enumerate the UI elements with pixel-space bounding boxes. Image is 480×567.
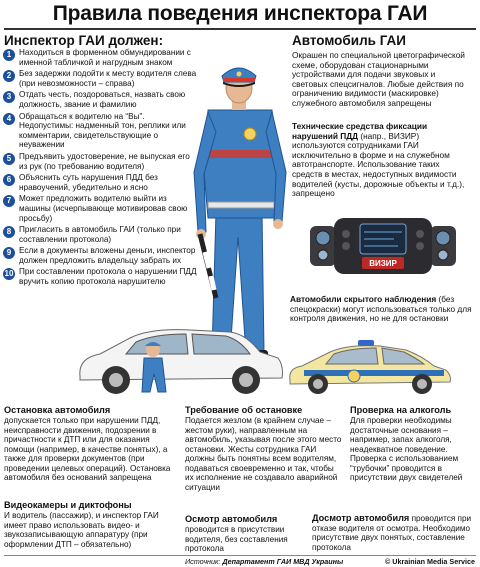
page-title: Правила поведения инспектора ГАИ bbox=[52, 2, 428, 25]
tech-block bbox=[292, 122, 472, 199]
search-block bbox=[312, 514, 476, 552]
alcohol-heading: Проверка на алкоголь bbox=[350, 405, 452, 415]
gai-car-text: Окрашен по специальной цветографической схеме, оборудован стационарными устройствами для подачи звуковых и световых спецсигналов. Любые действия по ограничению видимости (маскировке) служебного автомобиля запрещены bbox=[292, 50, 465, 108]
inspector-at-car bbox=[142, 358, 166, 392]
duty-item bbox=[3, 267, 199, 286]
siren-icon bbox=[358, 340, 374, 346]
hidden-text: (без спецокраски) могут использоваться только для контроля движения, но не для остановки bbox=[290, 294, 472, 324]
search-text: проводится при отказе водителя от осмотра. Необходимо присутствие двух понятых, составление протокола bbox=[312, 514, 472, 552]
duty-number: 9 bbox=[3, 247, 15, 259]
stop-request-heading: Требование об остановке bbox=[185, 405, 303, 415]
duty-text: Обращаться к водителю на “Вы”. Недопустимы: надменный тон, реплики или комментарии, свидетельствующие о неуважении bbox=[19, 111, 186, 150]
duty-number: 2 bbox=[3, 70, 15, 82]
duty-text: Находиться в форменном обмундировании с именной табличкой и нагрудным знаком bbox=[19, 48, 191, 67]
hidden-block bbox=[290, 295, 472, 324]
footer-divider bbox=[4, 555, 476, 556]
duty-number: 10 bbox=[4, 269, 14, 279]
stop-request-text: Подается жезлом (в крайнем случае – жестом руки), направленным на автомобиль, указывая после этого место остановки. Жесты сотрудника ГАИ должны быть понятны всем водителям, подаваться своевременно и так, чтобы их исполнение не создавало аварийной ситуации bbox=[185, 416, 342, 492]
footer-source bbox=[185, 557, 343, 566]
duty-text: Отдать честь, поздороваться, назвать свою должность, звание и фамилию bbox=[19, 90, 186, 109]
duty-item bbox=[3, 246, 199, 265]
duty-number: 6 bbox=[3, 174, 15, 186]
duty-text: Если в документы вложены деньги, инспектор должен предложить владельцу забрать их bbox=[19, 246, 196, 265]
police-car-illustration bbox=[284, 336, 454, 398]
duty-text: Объяснить суть нарушения ПДД без нравоучений, убедительно и ясно bbox=[19, 173, 158, 192]
inspector-reflective-stripe bbox=[208, 150, 274, 158]
duty-text: Пригласить в автомобиль ГАИ (только при составлении протокола) bbox=[19, 225, 181, 244]
inspection-text: проводится в присутствии водителя, без составления протокола bbox=[185, 525, 288, 553]
duties-list bbox=[3, 48, 199, 289]
copyright: © Ukrainian Media Service bbox=[385, 557, 475, 566]
duty-number: 7 bbox=[3, 195, 15, 207]
duty-text: Без задержки подойти к месту водителя слева (при невозможности – справа) bbox=[19, 69, 197, 88]
stop-heading: Остановка автомобиля bbox=[4, 405, 111, 415]
duty-text: При составлении протокола о нарушении ПДД вручить копию протокола нарушителю bbox=[19, 267, 197, 287]
inspection-heading: Осмотр автомобиля bbox=[185, 514, 278, 524]
duty-item bbox=[3, 173, 199, 192]
duty-number: 3 bbox=[3, 91, 15, 103]
tech-text: (напр., ВИЗИР) используются сотрудниками ГАИ исключительно в форме и на служебном автотранспорте. Использование таких средств в местах, недоступных видимости водителей (кусты, дорожные объекты и т.д.), запрещено bbox=[292, 130, 465, 199]
inspector-belt bbox=[208, 202, 274, 208]
inspector-badge-icon bbox=[244, 128, 256, 140]
hidden-heading: Автомобили скрытого наблюдения bbox=[290, 294, 437, 304]
tech-heading: Технические средства фиксации нарушений ПДД bbox=[292, 121, 428, 141]
duty-item bbox=[3, 152, 199, 171]
stop-text: допускается только при нарушении ПДД, неисправности движения, подозрении в причастности к ДТП или для оказания помощи (например, в качестве понятых), а также для проверки документов (при проведении целевых операций). Остановка автомобиля без оснований запрещена bbox=[4, 416, 171, 482]
video-heading: Видеокамеры и диктофоны bbox=[4, 500, 132, 510]
duty-text: Может предложить водителю выйти из машины (исчерпывающе мотивировав свою просьбу) bbox=[19, 194, 188, 223]
duty-item bbox=[3, 194, 199, 223]
stopped-car-illustration bbox=[70, 318, 290, 400]
title-divider bbox=[4, 28, 476, 30]
duty-number: 5 bbox=[3, 153, 15, 165]
search-heading: Досмотр автомобиля bbox=[312, 513, 410, 523]
duty-number: 4 bbox=[3, 113, 15, 125]
radar-right-lens bbox=[436, 231, 450, 245]
source-label: Источник: bbox=[185, 557, 223, 566]
radar-device-illustration bbox=[308, 212, 458, 282]
gai-car-heading: Автомобиль ГАИ bbox=[292, 33, 406, 48]
duty-item bbox=[3, 90, 199, 109]
video-text: И водитель (пассажир), и инспектор ГАИ имеет право использовать видео- и звукозаписывающую аппаратуру (при оформлении ДТП – обязательно) bbox=[4, 511, 159, 549]
duty-item bbox=[3, 112, 199, 150]
police-emblem-icon bbox=[348, 370, 360, 382]
duty-text: Предъявить удостоверение, не выпуская его из рук (по требованию водителя) bbox=[19, 151, 190, 171]
duty-number: 1 bbox=[3, 49, 15, 61]
duty-number: 8 bbox=[3, 226, 15, 238]
duty-item bbox=[3, 48, 199, 67]
alcohol-text: Для проверки необходимы достаточные основания – например, запах алкоголя, неадекватное поведение. Проверка с использованием “трубочки” проводится в присутствии двух свидетелей bbox=[350, 416, 463, 482]
inspector-heading: Инспектор ГАИ должен: bbox=[4, 33, 164, 48]
radar-right-button bbox=[438, 250, 448, 260]
duty-item bbox=[3, 225, 199, 244]
radar-left-lens bbox=[316, 231, 330, 245]
duty-item bbox=[3, 69, 199, 88]
source-name: Департамент ГАИ МВД Украины bbox=[222, 557, 344, 566]
radar-label: ВИЗИР bbox=[369, 259, 397, 268]
radar-left-button bbox=[318, 250, 328, 260]
